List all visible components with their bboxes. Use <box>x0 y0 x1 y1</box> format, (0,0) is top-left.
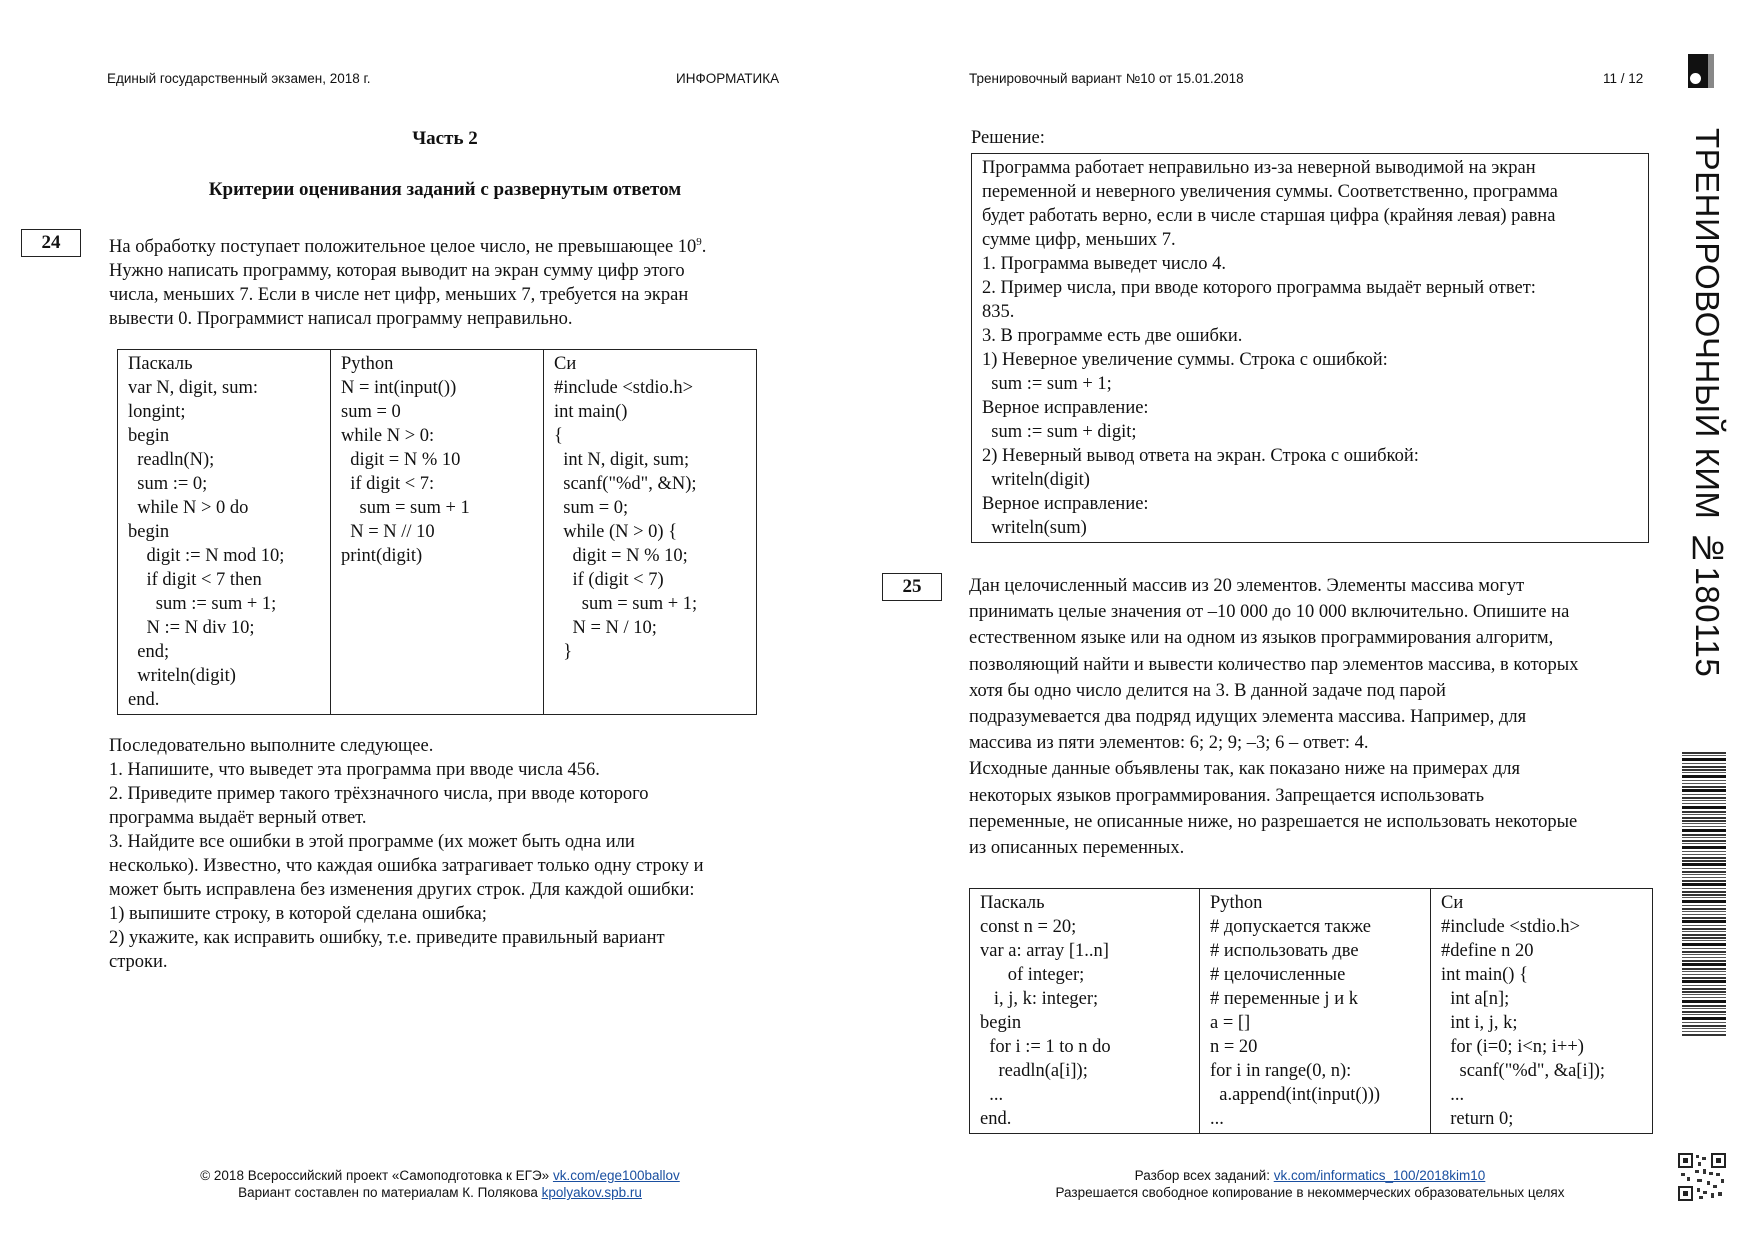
barcode-bar <box>1682 763 1726 764</box>
python-column <box>331 350 544 715</box>
code-line: sum = sum + 1; <box>554 594 698 614</box>
barcode-bar <box>1682 974 1726 975</box>
barcode-bar <box>1682 772 1726 773</box>
task-number-24: 24 <box>21 229 81 257</box>
part-title: Часть 2 <box>412 128 478 149</box>
barcode-bar <box>1682 811 1726 813</box>
barcode-bar <box>1682 863 1726 866</box>
solution-line: сумме цифр, меньших 7. <box>982 230 1176 250</box>
barcode-bar <box>1682 968 1726 970</box>
barcode-bar <box>1682 905 1726 906</box>
code-line: int i, j, k; <box>1441 1013 1518 1033</box>
barcode-bar <box>1682 789 1726 792</box>
code-line: readln(N); <box>128 450 215 470</box>
statement-line: принимать целые значения от –10 000 до 10 000 включительно. Опишите на <box>969 602 1570 623</box>
code-line: if (digit < 7) <box>554 570 664 590</box>
solution-line: 1. Программа выведет число 4. <box>982 254 1227 274</box>
code-line: begin <box>128 522 170 542</box>
barcode-bar <box>1682 868 1726 869</box>
code-line: writeln(digit) <box>128 666 236 686</box>
header-subject: ИНФОРМАТИКА <box>676 71 780 86</box>
solution-line: будет работать верно, если в числе старшая цифра (крайняя левая) равна <box>982 206 1556 226</box>
code-line: # целочисленные <box>1210 965 1346 985</box>
barcode-bar <box>1682 954 1726 955</box>
statement-line: подразумевается два подряд идущих элемента массива. Например, для <box>969 707 1527 728</box>
instruction-line: 1) выпишите строку, в которой сделана ошибка; <box>109 904 487 924</box>
solution-line: 1) Неверное увеличение суммы. Строка с ошибкой: <box>982 350 1388 370</box>
task25-code-table <box>969 888 1653 1134</box>
barcode-bar <box>1682 917 1726 919</box>
header-page-number: 11 / 12 <box>1603 71 1644 86</box>
code-line: longint; <box>128 402 186 422</box>
pascal-code <box>980 915 1189 1131</box>
barcode-bar <box>1682 940 1726 941</box>
barcode-bar <box>1682 891 1726 893</box>
code-line: end. <box>128 690 160 710</box>
barcode-bar <box>1682 783 1726 784</box>
barcode-bar <box>1682 766 1726 768</box>
statement-line: хотя бы одно число делится на 3. В данной задаче под парой <box>969 680 1446 701</box>
column-header: Python <box>341 354 394 374</box>
column-header: Си <box>1441 893 1464 913</box>
barcode-bar <box>1682 797 1726 799</box>
barcode-bar <box>1682 857 1726 859</box>
code-line: digit := N mod 10; <box>128 546 285 566</box>
solution-line: Программа работает неправильно из-за неверной выводимой на экран <box>982 158 1536 178</box>
barcode-bar <box>1682 934 1726 936</box>
code-line: ... <box>980 1085 1004 1105</box>
task25-statement <box>969 573 1669 861</box>
barcode-bar <box>1682 928 1726 930</box>
python-code <box>341 376 533 568</box>
barcode-bar <box>1682 758 1726 761</box>
code-line: # использовать две <box>1210 941 1359 961</box>
barcode-bar <box>1682 897 1726 898</box>
instruction-line: 2. Приведите пример такого трёхзначного числа, при вводе которого <box>109 784 649 804</box>
barcode-bar <box>1682 908 1726 910</box>
instruction-line: строки. <box>109 952 168 972</box>
header-variant: Тренировочный вариант №10 от 15.01.2018 <box>969 71 1244 86</box>
barcode-bar <box>1682 877 1726 878</box>
solution-line: sum := sum + digit; <box>982 422 1137 442</box>
barcode-bar <box>1682 837 1726 838</box>
barcode-bar <box>1682 1031 1726 1032</box>
code-line: sum = 0; <box>554 498 629 518</box>
barcode-bar <box>1682 948 1726 949</box>
code-line: for i := 1 to n do <box>980 1037 1111 1057</box>
footer-link-informatics[interactable]: vk.com/informatics_100/2018kim10 <box>1273 1168 1486 1183</box>
barcode-bar <box>1682 931 1726 932</box>
barcode-bar <box>1682 957 1726 958</box>
code-line: int main() { <box>1441 965 1528 985</box>
barcode-bar <box>1682 1025 1726 1027</box>
vertical-kim-title: ТРЕНИРОВОЧНЫЙ КИМ №180115 <box>1689 128 1726 678</box>
barcode-bar <box>1682 834 1726 836</box>
code-line: N = int(input()) <box>341 378 457 398</box>
instruction-line: программа выдаёт верный ответ. <box>109 808 367 828</box>
instruction-line: 2) укажите, как исправить ошибку, т.е. приведите правильный вариант <box>109 928 665 948</box>
barcode-bar <box>1682 829 1726 832</box>
barcode-bar <box>1682 900 1726 903</box>
barcode-bar <box>1682 803 1726 804</box>
barcode-bar <box>1682 814 1726 815</box>
barcode-bar <box>1682 843 1726 844</box>
barcode-bar <box>1682 806 1726 809</box>
column-header: Python <box>1210 893 1263 913</box>
solution-line: переменной и неверного увеличения суммы. Соответственно, программа <box>982 182 1558 202</box>
qr-code-icon <box>1678 1153 1726 1201</box>
code-line: { <box>554 426 563 446</box>
barcode-bar <box>1682 914 1726 915</box>
code-line: N = N / 10; <box>554 618 657 638</box>
barcode-bar <box>1682 883 1726 886</box>
code-line: N := N div 10; <box>128 618 255 638</box>
solution-box <box>971 153 1649 543</box>
code-line: while (N > 0) { <box>554 522 678 542</box>
code-line: #include <stdio.h> <box>1441 917 1581 937</box>
instruction-line: 1. Напишите, что выведет эта программа при вводе числа 456. <box>109 760 600 780</box>
code-line: a.append(int(input())) <box>1210 1085 1381 1105</box>
code-line: digit = N % 10 <box>341 450 461 470</box>
code-line: # допускается также <box>1210 917 1371 937</box>
instruction-line: Последовательно выполните следующее. <box>109 736 434 756</box>
barcode-bar <box>1682 880 1726 882</box>
statement-line: естественном языке или на одном из языков программирования алгоритм, <box>969 628 1554 649</box>
task24-instructions <box>109 734 809 974</box>
code-line: int a[n]; <box>1441 989 1510 1009</box>
task24-code-table <box>117 349 757 715</box>
python-column <box>1200 889 1431 1134</box>
instruction-line: 3. Найдите все ошибки в этой программе (их может быть одна или <box>109 832 635 852</box>
code-line: } <box>554 642 573 662</box>
barcode-bar <box>1682 994 1726 995</box>
code-line: begin <box>128 426 170 446</box>
footer-left: © 2018 Всероссийский проект «Самоподготовка к ЕГЭ» vk.com/ege100ballov Вариант составлен по материалам К. Полякова kpolyakov.spb.ru <box>200 1168 680 1200</box>
barcode-bar <box>1682 786 1726 788</box>
barcode-bar <box>1682 951 1726 953</box>
solution-line: Верное исправление: <box>982 494 1149 514</box>
code-line: #define n 20 <box>1441 941 1534 961</box>
pascal-code <box>128 376 320 712</box>
barcode-bar <box>1682 971 1726 972</box>
c-code <box>554 376 746 664</box>
barcode-bar <box>1682 823 1726 824</box>
task24-statement-line: На обработку поступает положительное целое число, не превышающее $10^9$. <box>109 236 707 258</box>
barcode-bar <box>1682 937 1726 939</box>
code-line: for (i=0; i<n; i++) <box>1441 1037 1584 1057</box>
code-line: ... <box>1441 1085 1465 1105</box>
logo-icon <box>1688 54 1714 88</box>
code-line: of integer; <box>980 965 1085 985</box>
solution-line: Верное исправление: <box>982 398 1149 418</box>
barcode-bar <box>1682 977 1726 979</box>
c-column <box>544 350 757 715</box>
instruction-line: может быть исправлена без изменения других строк. Для каждой ошибки: <box>109 880 695 900</box>
column-header: Паскаль <box>128 354 193 374</box>
code-line: if digit < 7: <box>341 474 435 494</box>
code-line: int N, digit, sum; <box>554 450 690 470</box>
code-line: i, j, k: integer; <box>980 989 1099 1009</box>
barcode-bar <box>1682 991 1726 993</box>
code-line: # переменные j и k <box>1210 989 1358 1009</box>
barcode-bar <box>1682 840 1726 842</box>
solution-line: 2) Неверный вывод ответа на экран. Строка с ошибкой: <box>982 446 1419 466</box>
barcode-bar <box>1682 985 1726 986</box>
code-line: for i in range(0, n): <box>1210 1061 1352 1081</box>
code-line: ... <box>1210 1109 1224 1129</box>
barcode-bar <box>1682 780 1726 781</box>
barcode-bar <box>1682 920 1726 923</box>
barcode-bar <box>1682 755 1726 756</box>
python-code <box>1210 915 1420 1131</box>
code-line: int main() <box>554 402 628 422</box>
solution-line: 835. <box>982 302 1015 322</box>
instruction-line: несколько). Известно, что каждая ошибка затрагивает только одну строку и <box>109 856 704 876</box>
code-line: end; <box>128 642 170 662</box>
solution-line: writeln(digit) <box>982 470 1090 490</box>
code-line: const n = 20; <box>980 917 1077 937</box>
barcode-bar <box>1682 851 1726 852</box>
barcode-icon <box>1682 752 1726 1097</box>
barcode-bar <box>1682 1022 1726 1023</box>
barcode-bar <box>1682 794 1726 795</box>
code-line: while N > 0: <box>341 426 435 446</box>
code-line: scanf("%d", &N); <box>554 474 697 494</box>
task24-statement <box>109 230 799 331</box>
code-line: n = 20 <box>1210 1037 1258 1057</box>
code-line: if digit < 7 then <box>128 570 262 590</box>
code-line: sum = 0 <box>341 402 401 422</box>
statement-line: Дан целочисленный массив из 20 элементов. Элементы массива могут <box>969 576 1525 596</box>
barcode-bar <box>1682 846 1726 849</box>
barcode-bar <box>1682 963 1726 966</box>
task-number-25: 25 <box>882 573 942 601</box>
code-line: N = N // 10 <box>341 522 435 542</box>
barcode-bar <box>1682 888 1726 889</box>
barcode-bar <box>1682 860 1726 862</box>
code-line: sum := 0; <box>128 474 208 494</box>
barcode-bar <box>1682 988 1726 990</box>
statement-line: из описанных переменных. <box>969 838 1185 859</box>
solution-line: 2. Пример числа, при вводе которого программа выдаёт верный ответ: <box>982 278 1536 298</box>
barcode-bar <box>1682 1000 1726 1003</box>
code-line: readln(a[i]); <box>980 1061 1088 1081</box>
c-code <box>1441 915 1642 1131</box>
code-line: var N, digit, sum: <box>128 378 259 398</box>
barcode-bar <box>1682 960 1726 962</box>
code-line: sum = sum + 1 <box>341 498 470 518</box>
barcode-bar <box>1682 925 1726 926</box>
statement-line: массива из пяти элементов: 6; 2; 9; –3; 6 – ответ: 4. <box>969 733 1369 754</box>
code-line: #include <stdio.h> <box>554 378 694 398</box>
solution-line: sum := sum + 1; <box>982 374 1112 394</box>
statement-line: позволяющий найти и вывести количество пар элементов массива, в которых <box>969 654 1579 675</box>
code-line: return 0; <box>1441 1109 1514 1129</box>
barcode-bar <box>1682 871 1726 873</box>
code-line: begin <box>980 1013 1022 1033</box>
barcode-bar <box>1682 820 1726 822</box>
barcode-bar <box>1682 1008 1726 1009</box>
barcode-bar <box>1682 1017 1726 1020</box>
barcode-bar <box>1682 775 1726 778</box>
solution-line: writeln(sum) <box>982 518 1087 538</box>
code-line: print(digit) <box>341 546 423 566</box>
pascal-column <box>118 350 331 715</box>
code-line: a = [] <box>1210 1013 1251 1033</box>
solution-label: Решение: <box>971 128 1045 148</box>
barcode-bar <box>1682 997 1726 998</box>
code-line: end. <box>980 1109 1012 1129</box>
barcode-bar <box>1682 943 1726 946</box>
footer-link-ege100ballov[interactable]: vk.com/ege100ballov <box>552 1168 680 1183</box>
barcode-bar <box>1682 752 1726 754</box>
column-header: Си <box>554 354 577 374</box>
barcode-bar <box>1682 911 1726 912</box>
barcode-bar <box>1682 769 1726 771</box>
barcode-bar <box>1682 1034 1726 1036</box>
statement-line: Исходные данные объявлены так, как показано ниже на примерах для <box>969 759 1521 780</box>
code-line: digit = N % 10; <box>554 546 688 566</box>
barcode-bar <box>1682 817 1726 819</box>
barcode-bar <box>1682 854 1726 855</box>
barcode-bar <box>1682 800 1726 801</box>
statement-line: переменные, не описанные ниже, но разрешается не использовать некоторые <box>969 811 1578 832</box>
barcode-bar <box>1682 1011 1726 1013</box>
barcode-bar <box>1682 1014 1726 1015</box>
barcode-bar <box>1682 894 1726 896</box>
code-line: sum := sum + 1; <box>128 594 277 614</box>
task24-statement-line: числа, меньших 7. Если в числе нет цифр, меньших 7, требуется на экран <box>109 285 689 306</box>
code-line: while N > 0 do <box>128 498 249 518</box>
footer-right: Разбор всех заданий: vk.com/informatics_100/2018kim10 Разрешается свободное копирование в некоммерческих образовательных целях <box>1055 1168 1565 1200</box>
code-line: var a: array [1..n] <box>980 941 1109 961</box>
code-line: scanf("%d", &a[i]); <box>1441 1061 1606 1081</box>
footer-link-kpolyakov[interactable]: kpolyakov.spb.ru <box>541 1185 642 1200</box>
barcode-bar <box>1682 874 1726 875</box>
barcode-bar <box>1682 1028 1726 1029</box>
barcode-bar <box>1682 1005 1726 1007</box>
barcode-bar <box>1682 980 1726 983</box>
column-header: Паскаль <box>980 893 1045 913</box>
barcode-bar <box>1682 826 1726 827</box>
c-column <box>1431 889 1653 1134</box>
solution-line: 3. В программе есть две ошибки. <box>982 326 1243 346</box>
task24-statement-line: Нужно написать программу, которая выводит на экран сумму цифр этого <box>109 261 685 282</box>
task24-statement-line: вывести 0. Программист написал программу неправильно. <box>109 309 573 330</box>
section-title: Критерии оценивания заданий с развернутым ответом <box>208 179 682 200</box>
pascal-column <box>970 889 1200 1134</box>
header-exam-title: Единый государственный экзамен, 2018 г. <box>107 71 371 86</box>
statement-line: некоторых языков программирования. Запрещается использовать <box>969 785 1485 806</box>
